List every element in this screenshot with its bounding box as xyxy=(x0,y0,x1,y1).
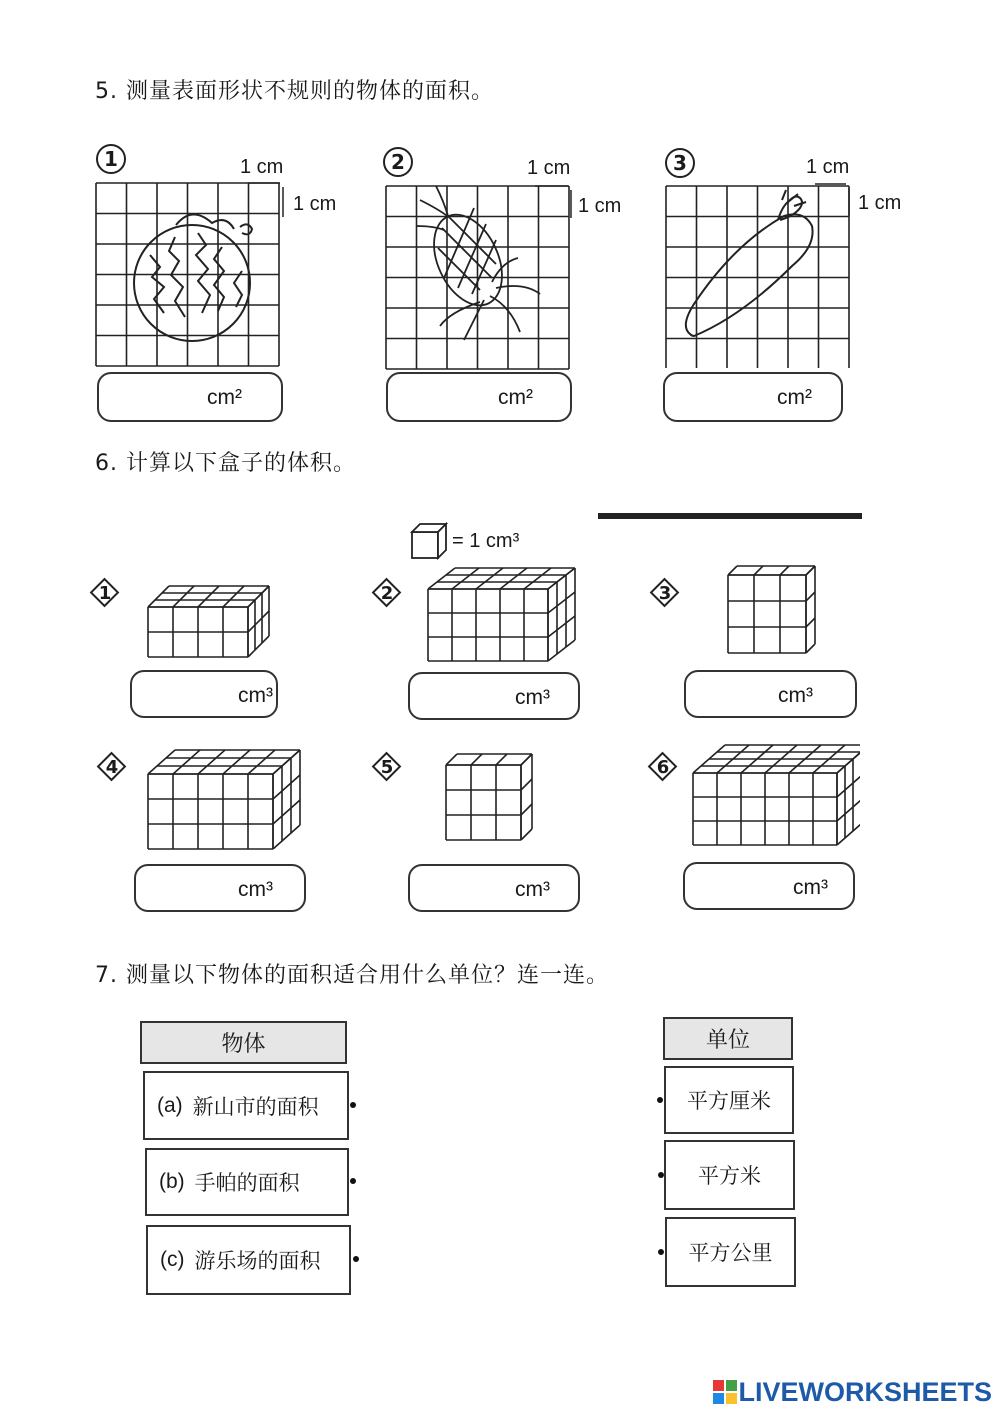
cube-edge xyxy=(806,644,815,653)
cube-edge xyxy=(806,592,815,601)
q5-item1-scale-v: 1 cm xyxy=(293,193,337,215)
cube-edge xyxy=(248,586,269,607)
q6-answer-input-5[interactable] xyxy=(422,874,516,904)
cube-edge xyxy=(446,754,457,765)
cube-edge xyxy=(521,829,532,840)
q7-object-a-text: 新山市的面积 xyxy=(192,1094,319,1119)
cube-edge xyxy=(273,775,300,799)
q6-answer-box-3[interactable] xyxy=(684,670,857,718)
cube-edge xyxy=(223,750,250,774)
q6-box-5 xyxy=(438,750,548,855)
q6-answer-unit-2: cm³ xyxy=(515,686,550,709)
q6-answer-input-4[interactable] xyxy=(148,874,242,904)
cube-edge xyxy=(496,754,507,765)
q7-object-b-dot[interactable] xyxy=(350,1178,356,1184)
q7-unit-2-dot[interactable] xyxy=(658,1172,664,1178)
q5-grid-2 xyxy=(380,178,580,370)
q7-unit-1-dot[interactable] xyxy=(657,1097,663,1103)
cube-edge xyxy=(548,568,575,589)
cube-edge xyxy=(148,586,169,607)
cube-edge xyxy=(754,566,763,575)
cube-edge xyxy=(248,750,275,774)
cube-edge xyxy=(837,817,860,845)
unit-cube-icon xyxy=(410,522,450,562)
q6-box-6 xyxy=(685,740,860,855)
cube-edge xyxy=(728,566,737,575)
q6-answer-box-2[interactable] xyxy=(408,672,580,720)
q5-answer-input-3[interactable] xyxy=(677,382,771,412)
q7-object-c-label: (c) xyxy=(160,1248,185,1271)
cube-edge xyxy=(521,804,532,815)
cube-edge xyxy=(806,618,815,627)
cube-edge xyxy=(148,750,175,774)
cube-edge xyxy=(806,566,815,575)
q7-object-a-dot[interactable] xyxy=(350,1102,356,1108)
liveworksheets-logo xyxy=(712,1377,992,1407)
q7-object-a[interactable] xyxy=(143,1071,349,1140)
cube-edge xyxy=(837,793,860,821)
q6-answer-unit-4: cm³ xyxy=(238,878,273,901)
cube-edge xyxy=(521,779,532,790)
q7-object-c[interactable] xyxy=(146,1225,351,1295)
cube-edge xyxy=(198,750,225,774)
q7-unit-3[interactable]: 平方公里 xyxy=(665,1217,796,1287)
q6-answer-unit-3: cm³ xyxy=(778,684,813,707)
q6-item5-number: 5 xyxy=(372,752,402,782)
q5-item3-number: 3 xyxy=(665,148,695,178)
cube-edge xyxy=(837,769,860,797)
q6-item6-number: 6 xyxy=(648,752,678,782)
cube-edge xyxy=(173,586,194,607)
q5-answer-box-1[interactable] xyxy=(97,372,283,422)
q5-item2-scale-h: 1 cm xyxy=(527,157,571,179)
q6-answer-box-6[interactable] xyxy=(683,862,855,910)
q5-answer-box-2[interactable] xyxy=(386,372,572,422)
cube-edge xyxy=(548,616,575,637)
q7-objects-header: 物体 xyxy=(140,1021,347,1064)
cube-edge xyxy=(521,754,532,765)
cube-edge xyxy=(173,750,200,774)
q6-box-3 xyxy=(720,562,830,662)
q5-item3-scale-h: 1 cm xyxy=(806,156,850,178)
q6-answer-box-5[interactable] xyxy=(408,864,580,912)
q7-object-b[interactable] xyxy=(145,1148,349,1216)
q5-item2-scale-v: 1 cm xyxy=(578,195,622,217)
q5-answer-input-2[interactable] xyxy=(400,382,494,412)
q6-box-4 xyxy=(140,744,320,854)
q5-answer-unit-3: cm² xyxy=(777,386,812,409)
q7-object-c-text: 游乐场的面积 xyxy=(194,1249,321,1273)
q5-answer-input-1[interactable] xyxy=(111,382,205,412)
liveworksheets-logo-icon xyxy=(712,1379,738,1405)
q5-item2-number: 2 xyxy=(383,147,413,177)
decorative-divider xyxy=(598,513,862,519)
carrot-icon xyxy=(686,190,813,336)
q5-grid-3 xyxy=(660,176,860,368)
cube-edge xyxy=(273,800,300,824)
cube-edge xyxy=(500,568,527,589)
q5-answer-unit-2: cm² xyxy=(498,386,533,409)
q5-item1-number: 1 xyxy=(96,144,126,174)
q7-unit-2[interactable]: 平方米 xyxy=(664,1140,795,1210)
cube-edge xyxy=(248,611,269,632)
cube-edge xyxy=(273,825,300,849)
cube-edge xyxy=(548,592,575,613)
q6-title: 6. 计算以下盒子的体积。 xyxy=(95,451,356,476)
cube-edge xyxy=(198,586,219,607)
cube-edge xyxy=(780,566,789,575)
q6-answer-unit-6: cm³ xyxy=(793,876,828,899)
q6-answer-input-6[interactable] xyxy=(697,872,791,902)
liveworksheets-logo-text: LIVEWORKSHEETS xyxy=(738,1376,992,1407)
cube-edge xyxy=(223,586,244,607)
q6-answer-unit-5: cm³ xyxy=(515,878,550,901)
q5-title: 5. 测量表面形状不规则的物体的面积。 xyxy=(95,79,494,104)
q7-object-c-dot[interactable] xyxy=(353,1256,359,1262)
cube-edge xyxy=(524,568,551,589)
q5-answer-box-3[interactable] xyxy=(663,372,843,422)
cube-edge xyxy=(548,640,575,661)
q5-answer-unit-1: cm² xyxy=(207,386,242,409)
q6-item2-number: 2 xyxy=(372,578,402,608)
q5-grid-1 xyxy=(90,175,290,370)
cube-edge xyxy=(273,750,300,774)
q7-title: 7. 测量以下物体的面积适合用什么单位？连一连。 xyxy=(95,963,609,988)
q6-item3-number: 3 xyxy=(650,578,680,608)
cube-edge xyxy=(452,568,479,589)
q7-units-header: 单位 xyxy=(663,1017,793,1060)
q6-answer-input-2[interactable] xyxy=(422,682,516,712)
q7-object-b-label: (b) xyxy=(159,1170,185,1193)
q6-answer-input-1[interactable] xyxy=(144,680,238,710)
q6-item4-number: 4 xyxy=(97,752,127,782)
q6-item1-number: 1 xyxy=(90,578,120,608)
cube-edge xyxy=(471,754,482,765)
watermelon-icon xyxy=(134,214,252,341)
q7-object-a-label: (a) xyxy=(157,1093,183,1117)
q5-item1-scale-h: 1 cm xyxy=(240,156,284,178)
q6-answer-box-4[interactable] xyxy=(134,864,306,912)
q6-legend: = 1 cm³ xyxy=(452,530,520,552)
q7-unit-3-dot[interactable] xyxy=(658,1249,664,1255)
q5-item3-scale-v: 1 cm xyxy=(858,192,902,214)
q6-box-1 xyxy=(140,580,320,660)
q6-answer-unit-1: cm³ xyxy=(238,684,273,707)
q6-answer-box-1[interactable] xyxy=(130,670,278,718)
q6-box-2 xyxy=(420,562,590,662)
q7-unit-1[interactable]: 平方厘米 xyxy=(664,1066,794,1134)
q7-object-b-text: 手帕的面积 xyxy=(194,1171,300,1195)
cube-edge xyxy=(476,568,503,589)
cube-edge xyxy=(428,568,455,589)
cube-edge xyxy=(248,636,269,657)
